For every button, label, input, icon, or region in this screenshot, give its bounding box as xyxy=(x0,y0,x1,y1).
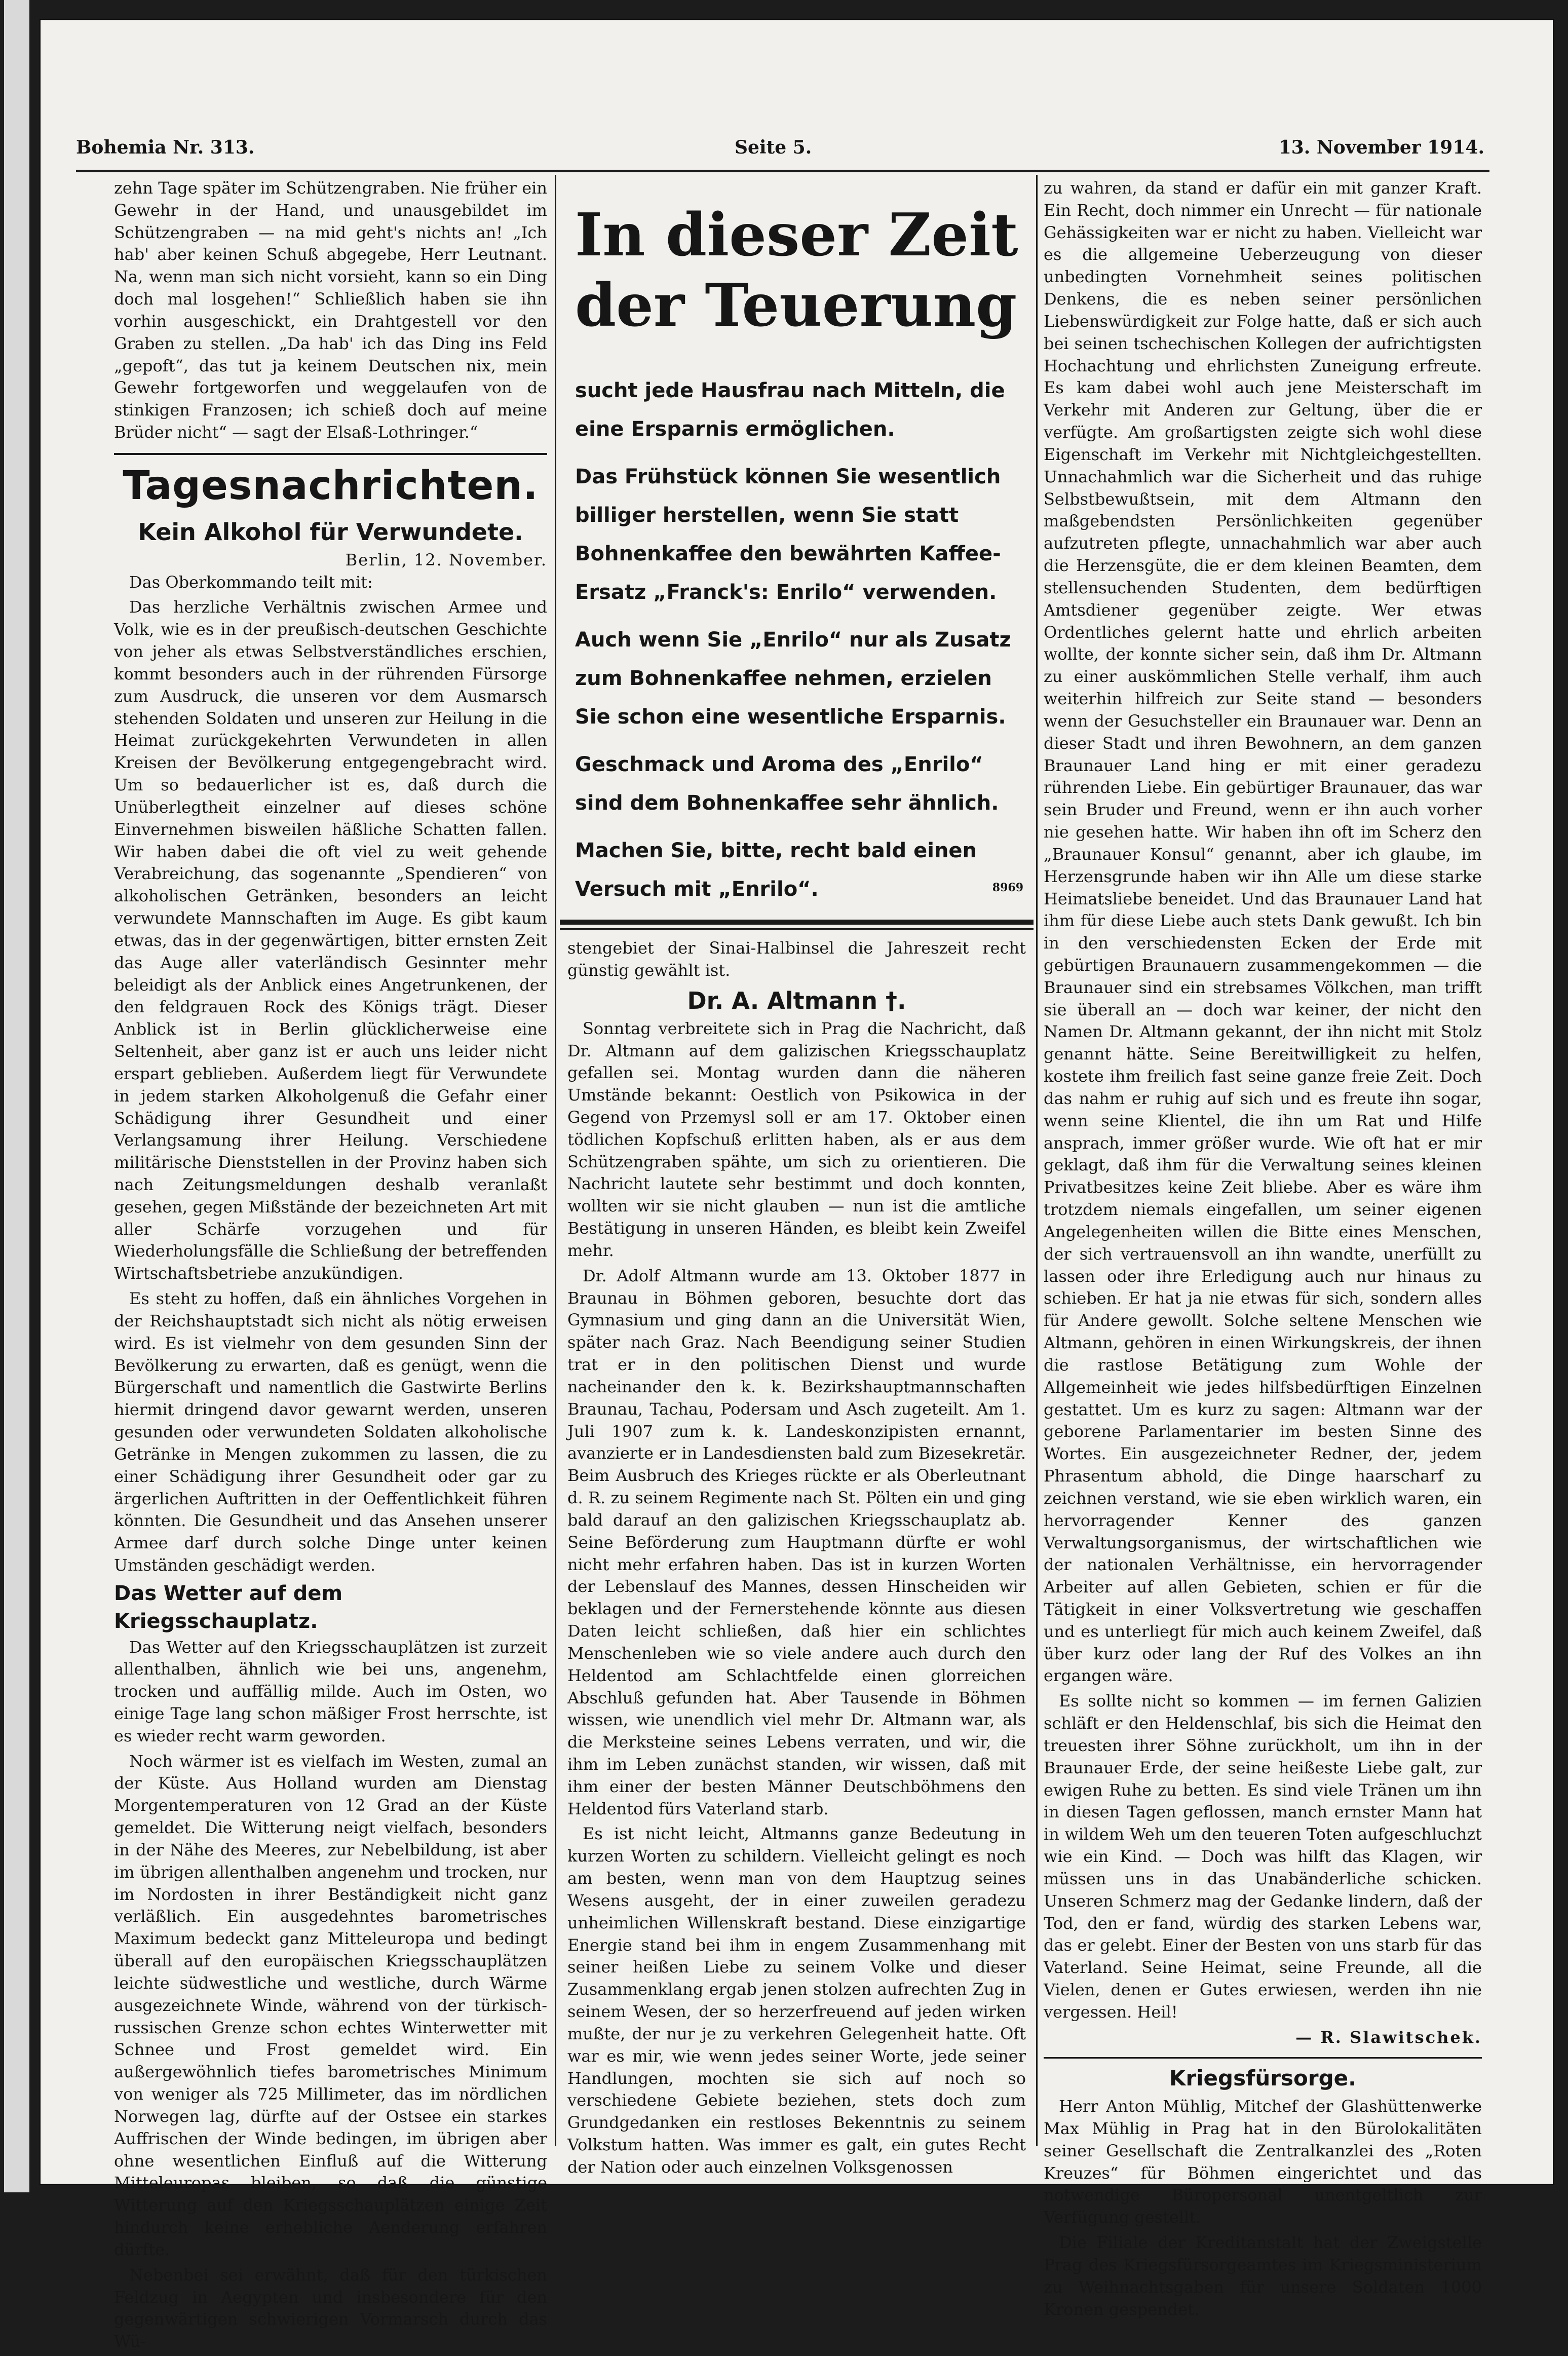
article-paragraph: Es steht zu hoffen, daß ein ähnliches Vorgehen in der Reichshauptstadt sich nicht als nötig erweisen wird. Es ist vielmehr von dem gesunden Sinn der Bevölkerung zu erwarten, daß es genügt, wenn die Bürgerschaft und namentlich die Gastwirte Berlins hiermit dringend davor gewarnt werden, unseren gesunden oder verwundeten Soldaten alkoholische Getränke in Mengen zukommen zu lassen, die zu einer Schädigung ihrer Gesundheit oder gar zu ärgerlichen Auftritten in der Oeffentlichkeit führen könnten. Die Gesundheit und das Ansehen unserer Armee darf durch solche Dinge unter keinen Umständen geschädigt werden. xyxy=(114,1289,547,1575)
ad-paragraph: Das Frühstück können Sie wesentlich billiger herstellen, wenn Sie statt Bohnenkaffee den bewährten Kaffee-Ersatz „Franck's: Enrilo“ verwenden. xyxy=(575,465,1001,604)
col1-intro-text: zehn Tage später im Schützengraben. Nie früher ein Gewehr in der Hand, und unausgebildet im Schützengraben — na mid geht's nichts an! „Ich hab' aber keinen Schuß abgegebe, Herr Leutnant. Na, wenn man sich nicht vorsieht, kann so ein Ding doch mal losgehen!“ Schließlich haben sie ihn vorhin ausgeschickt, ein Drahtgestell vor den Graben zu stellen. „Da hab' ich das Ding ins Feld „gepoft“, das tut ja keinem Deutschen nix, mein Gewehr fortgeworfen und weggelaufen von de stinkigen Franzosen; ich schieß doch auf meine Brüder nicht“ — sagt der Elsaß-Lothringer.“ xyxy=(114,178,547,442)
column-2 xyxy=(567,937,1026,2182)
section-title-tagesnachrichten: Tagesnachrichten. xyxy=(123,463,539,509)
header-date: 13. November 1914. xyxy=(1278,137,1484,158)
ad-bottom-rule xyxy=(560,920,1034,925)
obituary-signature: — R. Slawitschek. xyxy=(1295,2027,1482,2047)
article-paragraph: Das Wetter auf den Kriegsschauplätzen ist zurzeit allenthalben, ähnlich wie bei uns, angenehm, trocken und auffällig milde. Auch im Osten, wo einige Tage lang schon mäßiger Frost herrschte, ist es wieder recht warm geworden. xyxy=(114,1637,547,1745)
ad-headline xyxy=(575,200,1034,341)
article-paragraph: Die Filiale der Kreditanstalt hat der Zweigstelle Prag des Kriegsfürsorgeamtes im Kriegsministerium zu Weihnachtsgaben für unsere Soldaten 1000 Kronen gespendet. xyxy=(1044,2233,1482,2319)
article-paragraph: Noch wärmer ist es vielfach im Westen, zumal an der Küste. Aus Holland wurden am Dienstag Morgentemperaturen von 12 Grad an der Küste gemeldet. Die Witterung neigt vielfach, besonders in der Nähe des Meeres, zur Nebelbildung, ist aber im übrigen allenthalben angenehm und trocken, nur im Nordosten in ihrer Beständigkeit nicht ganz verläßlich. Ein ausgedehntes barometrisches Maximum bedeckt ganz Mitteleuropa und bedingt überall auf den europäischen Kriegsschauplätzen leichte südwestliche und westliche, durch Wärme ausgezeichnete Winde, während von der türkisch-russischen Grenze schon echtes Winterwetter mit Schnee und Frost gemeldet wird. Ein außergewöhnlich tiefes barometrisches Minimum von weniger als 725 Millimeter, das im nördlichen Norwegen lag, dürfte auf der Ostsee ein starkes Auffrischen der Winde bedingen, im übrigen aber ohne wesentlichen Einfluß auf die Witterung Mitteleuropas bleiben, so daß die günstige Witterung auf den Kriegsschauplätzen einige Zeit hindurch keine erhebliche Aenderung erfahren dürfte. xyxy=(114,1751,547,2259)
column-1 xyxy=(114,177,547,2356)
col2-intro-text: stengebiet der Sinai-Halbinsel die Jahreszeit recht günstig gewählt ist. xyxy=(567,938,1026,980)
page-header xyxy=(76,132,1489,167)
article-paragraph: Das herzliche Verhältnis zwischen Armee und Volk, wie es in der preußisch-deutschen Geschichte von jeher als etwas Selbstverständliches erschien, kommt besonders auch in der rührenden Fürsorge zum Ausdruck, die unseren vor dem Ausmarsch stehenden Soldaten und unseren zur Heilung in die Heimat zurückgekehrten Verwundeten in allen Kreisen der Bevölkerung entgegengebracht wird. Um so bedauerlicher ist es, daß durch die Unüberlegtheit einzelner auf dieses schöne Einvernehmen bisweilen häßliche Schatten fallen. Wir haben dabei die oft viel zu weit gehende Verabreichung, das sogenannte „Spendieren“ von alkoholischen Getränken, besonders an leicht verwundete Mannschaften im Auge. Es gibt kaum etwas, das in der gegenwärtigen, bitter ernsten Zeit das Auge aller vaterländisch Gesinnter mehr beleidigt als der Anblick eines Angetrunkenen, der den feldgrauen Rock des Königs trägt. Dieser Anblick ist in Berlin glücklicherweise eine Seltenheit, aber ganz ist er auch uns leider nicht erspart geblieben. Außerdem liegt für Verwundete in jedem starken Alkoholgenuß die Gefahr einer Schädigung ihrer Gesundheit und einer Verlangsamung ihrer Heilung. Verschiedene militärische Dienststellen in der Provinz haben sich nach Zeitungsmeldungen deshalb veranlaßt gesehen, gegen Mißstände der bezeichneten Art mit aller Schärfe vorzugehen und für Wiederholungsfälle die Schließung der betreffenden Wirtschaftsbetriebe anzukündigen. xyxy=(114,597,547,1283)
article-title-wetter: Das Wetter auf dem Kriegsschauplatz. xyxy=(114,1581,343,1633)
header-rule xyxy=(76,170,1489,172)
article-paragraph: Das Oberkommando teilt mit: xyxy=(129,572,373,592)
column-3 xyxy=(1044,177,1482,2324)
obituary-paragraph: Sonntag verbreitete sich in Prag die Nachricht, daß Dr. Altmann auf dem galizischen Kriegsschauplatz gefallen sei. Montag wurden dann die näheren Umstände bekannt: Oestlich von Psikowica in der Gegend von Przemysl soll er am 17. Oktober einen tödlichen Kopfschuß erlitten haben, als er aus dem Schützengraben spähte, um sich zu orientieren. Die Nachricht lautete sehr bestimmt und doch konnten, wollten wir sie nicht glauben — nun ist die amtliche Bestätigung in unseren Händen, es bleibt kein Zweifel mehr. xyxy=(567,1018,1026,1260)
obituary-paragraph: Dr. Adolf Altmann wurde am 13. Oktober 1877 in Braunau in Böhmen geboren, besuchte dort das Gymnasium und ging dann an die Universität Wien, später nach Graz. Nach Beendigung seiner Studien trat er in den politischen Dienst und wurde nacheinander den k. k. Bezirkshauptmannschaften Braunau, Tachau, Podersam und Asch zugeteilt. Am 1. Juli 1907 zum k. k. Landeskonzipisten ernannt, avanzierte er in Landesdiensten bald zum Bizesekretär. Beim Ausbruch des Krieges rückte er als Oberleutnant d. R. zu seinem Regimente nach St. Pölten ein und ging bald darauf an den galizischen Kriegsschauplatz ab. Seine Beförderung zum Hauptmann dürfte er wohl nicht mehr erfahren haben. Das ist in kurzen Worten der Lebenslauf des Mannes, dessen Hinscheiden wir beklagen und der Fernerstehende könnte aus diesen Daten leicht schließen, daß hier ein schlichtes Menschenleben wie so viele andere auch durch den Heldentod am Schlachtfelde einen glorreichen Abschluß gefunden hat. Aber Tausende in Böhmen wissen, wie unendlich viel mehr Dr. Altmann war, als die Merksteine seines Lebens verraten, und wir, die ihm im Leben zunächst standen, wir wissen, daß mit ihm einer der besten Männer Deutschböhmens den Heldentod fürs Vaterland starb. xyxy=(567,1266,1026,1818)
ad-code: 8969 xyxy=(992,881,1023,894)
ad-paragraph: Machen Sie, bitte, recht bald einen Versuch mit „Enrilo“. xyxy=(575,839,977,901)
ad-paragraph: sucht jede Hausfrau nach Mitteln, die eine Ersparnis ermöglichen. xyxy=(575,379,1005,441)
column-divider-2 xyxy=(1036,175,1038,2146)
obituary-continued-paragraph: Es sollte nicht so kommen — im fernen Galizien schläft er den Heldenschlaf, bis sich die Heimat den treuesten ihrer Söhne zurückholt, um ihn in der Braunauer Erde, der seine heißeste Liebe galt, zur ewigen Ruhe zu betten. Es sind viele Tränen um ihn in diesen Tagen geflossen, manch ernster Mann hat in wildem Weh um den teueren Toten aufgeschluchzt wie ein Kind. — Doch was hilft das Klagen, wir müssen uns in das Unabänderliche schicken. Unseren Schmerz mag der Gedanke lindern, daß der Tod, den er fand, würdig des starken Lebens war, das er gelebt. Einer der Besten von uns starb für das Vaterland. Seine Heimat, seine Freunde, all die Vielen, denen er Gutes erwiesen, werden ihn nie vergessen. Heil! xyxy=(1044,1691,1482,2022)
section-title-kriegsfuersorge: Kriegsfürsorge. xyxy=(1169,2065,1357,2091)
ad-headline-line-1: In dieser Zeit xyxy=(575,201,1018,270)
article-paragraph: Nebenbei sei erwähnt, daß für den türkischen Feldzug in Aegypten und insbesondere für den gegenwärtigen schwierigen Vormarsch durch das Wü- xyxy=(114,2265,547,2351)
article-title-alkohol: Kein Alkohol für Verwundete. xyxy=(138,518,523,546)
header-publication: Bohemia Nr. 313. xyxy=(76,137,255,158)
column-divider-1 xyxy=(555,175,556,2146)
obituary-continued-paragraph: zu wahren, da stand er dafür ein mit ganzer Kraft. Ein Recht, doch nimmer ein Unrecht — für nationale Gehässigkeiten war er nicht zu haben. Vielleicht war es die allgemeine Ueberzeugung von dieser unbedingten Vornehmheit seines politischen Denkens, die es neben seiner persönlichen Liebenswürdigkeit zur Folge hatte, daß er sich auch bei seinen tschechischen Kollegen der aufrichtigsten Hochachtung und ehrlichsten Zuneigung erfreute. Es kam dabei wohl auch jene Meisterschaft im Verkehr mit Anderen zur Geltung, über die er verfügte. Am großartigsten zeigte sich wohl diese Eigenschaft im Verkehr mit Nichtgleichgestellten. Unnachahmlich war die Sicherheit und das ruhige Selbstbewußtsein, mit dem Altmann den maßgebendsten Persönlichkeiten gegenüber aufzutreten pflegte, unnachahmlich war aber auch die Herzensgüte, die er dem kleinen Beamten, dem stellensuchenden Studenten, dem bedürftigen Amtsdiener gegenüber zeigte. Wer etwas Ordentliches gelernt hatte und ehrlich arbeiten wollte, der konnte sicher sein, daß ihm Dr. Altmann zu einer auskömmlichen Stelle verhalf, ihm auch weiterhin hilfreich zur Seite stand — besonders wenn der Gesuchsteller ein Braunauer war. Denn an dieser Stadt und ihren Bewohnern, an dem ganzen Braunauer Land hing er mit einer geradezu rührenden Liebe. Ein gebürtiger Braunauer, das war sein Bruder und Freund, wenn er ihn auch vorher nie gesehen hatte. Wir haben ihn oft im Scherz den „Braunauer Konsul“ genannt, aber ich glaube, im Herzensgrunde haben wir ihn Alle um diese starke Heimatsliebe beneidet. Und das Braunauer Land hat ihm für diese Liebe auch stets Dank gewußt. Ich bin in den verschiedensten Ecken der Erde mit gebürtigen Braunauern zusammengekommen — die Braunauer sind ein strebsames Völkchen, man trifft sie überall an — doch war keiner, der nicht den Namen Dr. Altmann gekannt, der ihn nicht mit Stolz genannt hätte. Seine Bereitwilligkeit zu helfen, kostete ihm freilich fast seine ganze freie Zeit. Doch das nahm er ruhig auf sich und es freute ihn sogar, wenn seine Klientel, die ihn um Rat und Hilfe ansprach, immer größer wurde. Wie oft hat er mir geklagt, daß ihm für die Verwaltung seines kleinen Privatbesitzes keine Zeit bliebe. Aber es wäre ihm trotzdem niemals eingefallen, um seiner eigenen Angelegenheiten willen die Bitte eines Menschen, der sich vertrauensvoll an ihn wandte, unerfüllt zu lassen oder ihre Erledigung auch nur hinaus zu schieben. Er hat ja nie etwas für sich, sondern alles für Andere gewollt. Solche seltene Menschen wie Altmann, gehören in einen Wirkungskreis, der ihnen die rastlose Betätigung zum Wohle der Allgemeinheit wie jedes hilfsbedürftigen Einzelnen gestattet. Um es kurz zu sagen: Altmann war der geborene Parlamentarier im besten Sinne des Wortes. Ein ausgezeichneter Redner, der, jedem Phrasentum abhold, die Dinge haarscharf zu zeichnen verstand, wie sie eben wirklich waren, ein hervorragender Kenner des ganzen Verwaltungsorganismus, der wirtschaftlichen wie der nationalen Verhältnisse, ein hervorragender Arbeiter auf allen Gebieten, schien er für die Tätigkeit in einer Volksvertretung wie geschaffen und es unterliegt für mich auch keinem Zweifel, daß über kurz oder lang der Ruf des Volkes an ihn ergangen wäre. xyxy=(1044,178,1482,1686)
header-page-number: Seite 5. xyxy=(735,137,812,158)
article-dateline: Berlin, 12. November. xyxy=(345,550,547,569)
ad-paragraph: Auch wenn Sie „Enrilo“ nur als Zusatz zum Bohnenkaffee nehmen, erzielen Sie schon eine wesentliche Ersparnis. xyxy=(575,628,1011,729)
col3-section-rule xyxy=(1044,2057,1482,2059)
article-paragraph: Herr Anton Mühlig, Mitchef der Glashüttenwerke Max Mühlig in Prag hat in den Bürolokalitäten seiner Gesellschaft die Zentralkanzlei des „Roten Kreuzes“ für Böhmen eingerichtet und das notwendige Büropersonal unentgeltlich zur Verfügung gestellt. xyxy=(1044,2097,1482,2227)
col1-section-rule xyxy=(114,453,547,455)
ad-bottom-rule-thin xyxy=(560,928,1034,930)
obituary-title: Dr. A. Altmann †. xyxy=(687,986,906,1014)
enrilo-advertisement xyxy=(560,175,1034,904)
obituary-paragraph: Es ist nicht leicht, Altmanns ganze Bedeutung in kurzen Worten zu schildern. Vielleicht gelingt es noch am besten, wenn man von dem Hauptzug seines Wesens ausgeht, der in einer zuweilen geradezu unheimlichen Willenskraft bestand. Diese einzigartige Energie stand bei ihm in engem Zusammenhang mit seiner heißen Liebe zu seinem Volke und dieser Zusammenklang ergab jenen stolzen aufrechten Zug in seinem Wesen, der so herzerfreuend auf jeden wirken mußte, der nur je zu verkehren Gelegenheit hatte. Oft war es mir, wie wenn jedes seiner Worte, jede seiner Handlungen, mochten sie sich auf noch so verschiedene Gebiete beziehen, stets doch zum Grundgedanken ein restloses Bekenntnis zu seinem Volkstum hatten. Was immer es galt, ein gutes Recht der Nation oder auch einzelnen Volksgenossen xyxy=(567,1824,1026,2177)
ad-headline-line-2: der Teuerung xyxy=(575,271,1017,340)
left-margin-strip xyxy=(4,0,29,2192)
ad-paragraph: Geschmack und Aroma des „Enrilo“ sind dem Bohnenkaffee sehr ähnlich. xyxy=(575,753,999,815)
